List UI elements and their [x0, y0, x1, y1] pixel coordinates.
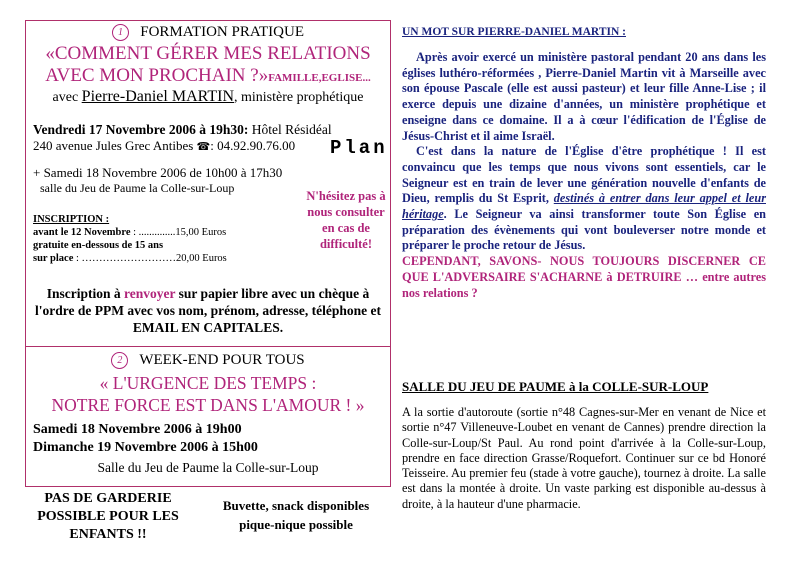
weekend-dates — [33, 421, 258, 457]
price-free: gratuite en-dessous de 15 ans — [33, 240, 164, 251]
salle-heading: SALLE DU JEU DE PAUME à la COLLE-SUR-LOUP — [402, 379, 709, 394]
mot-para2-b: . Le Seigneur va ainsi transformer toute Son Église en préparation des évènements qui vont bouleverser notre monde et préparer le proche retour de Jésus. — [402, 207, 766, 253]
garderie-note: PAS DE GARDERIE POSSIBLE POUR LES ENFANTS !! — [37, 491, 179, 542]
date1-line — [33, 122, 332, 138]
inscription-heading: INSCRIPTION : — [33, 214, 110, 225]
speaker-prefix: avec — [52, 90, 79, 105]
speaker-line — [26, 88, 390, 106]
weekend-place: Salle du Jeu de Paume la Colle-sur-Loup — [97, 460, 319, 475]
mot-para2-a: C'est dans la nature de l'Église d'être prophétique ! Il est convaincu que les temps que nous vivons sont essentiels, car le Seigneur est en train de lever une génération nouvelle d'enfants de Dieu, remplis du St Esprit, — [402, 144, 766, 206]
address-text: 240 avenue Jules Grec Antibes — [33, 138, 194, 153]
price1-label: avant le 12 Novembre — [33, 227, 131, 238]
weekend-title-row — [26, 352, 390, 369]
price2-label: sur place — [33, 253, 74, 264]
weekend-date2: Dimanche 19 Novembre 2006 à 15h00 — [33, 440, 258, 455]
send-pre: Inscription à — [46, 286, 125, 301]
phone-number: : 04.92.90.76.00 — [210, 138, 296, 153]
mot-para2-link: destinés à entrer dans leur appel et leur héritage — [402, 191, 766, 222]
date1-place: Hôtel Résidéal — [248, 122, 332, 137]
date2-place: salle du Jeu de Paume la Colle-sur-Loup — [40, 181, 235, 195]
buvette-line1: Buvette, snack disponibles — [222, 498, 370, 513]
weekend-headline — [26, 372, 390, 416]
formation-headline-line2: AVEC MON PROCHAIN ?» — [45, 65, 269, 86]
help-note: N'hésitez pas à nous consulter en cas de difficulté! — [306, 189, 386, 251]
speaker-suffix: , ministère prophétique — [234, 90, 364, 105]
weekend-headline-line2: NOTRE FORCE EST DANS L'AMOUR ! » — [51, 395, 365, 415]
formation-title: FORMATION PRATIQUE — [140, 24, 304, 40]
telephone-icon: ☎ — [196, 140, 211, 153]
circled-two-icon: 2 — [111, 352, 128, 369]
address-line — [33, 138, 295, 154]
mot-para3: CEPENDANT, SAVONS- NOUS TOUJOURS DISCERNER CE QUE L'ADVERSAIRE S'ACHARNE à DETRUIRE … entre autres nos relations ? — [402, 254, 766, 300]
inscription-block — [33, 213, 227, 265]
price2-value: : ………………………20,00 Euros — [73, 253, 227, 264]
formation-headline-line1: «COMMENT GÉRER MES RELATIONS — [45, 43, 371, 64]
mot-para1: Après avoir exercé un ministère pastoral pendant 20 ans dans les églises luthéro-réformées , Pierre-Daniel Martin vit à Marseille avec son épouse Pascale (elle est aussi pasteur) et leur fille Anne-Lise ; il exerce depuis une dizaine d'années, un ministère prophétique et enseigne dans ce domaine. Il a à cœur l'édification de l'Église de Jésus-Christ et il aime Israël. — [402, 50, 766, 143]
date2-line: + Samedi 18 Novembre 2006 de 10h00 à 17h30 — [33, 165, 283, 180]
date1-bold: Vendredi 17 Novembre 2006 à 19h30: — [33, 122, 249, 137]
send-post: sur papier libre avec un chèque à l'ordre de PPM avec vos nom, prénom, adresse, téléphone et EMAIL EN CAPITALES. — [35, 286, 381, 335]
speaker-name: Pierre-Daniel MARTIN — [81, 88, 234, 105]
mot-body — [402, 50, 766, 301]
formation-title-row — [26, 24, 390, 41]
salle-directions: A la sortie d'autoroute (sortie n°48 Cagnes-sur-Mer en venant de Nice et sortie n°47 Villeneuve-Loubet en venant de Cannes) prendre direction la Colle-sur-Loup/St Paul. Au rond point d'arrivée à la Colle-sur-Loup, prendre en face direction Grasse/Roquefort. Continuer sur ce bd Honoré Teisseire. Au premier feu (stade à votre gauche), tournez à droite. La salle est dans la montée à droite. Un vaste parking est disponible au-dessus à droite, à la hauteur d'une pharmacie. — [402, 405, 766, 511]
buvette-line2: pique-nique possible — [239, 517, 353, 532]
formation-headline — [26, 43, 390, 89]
formation-headline-tag: FAMILLE,EGLISE... — [268, 72, 371, 84]
mot-para2 — [402, 144, 766, 254]
buvette-note — [196, 496, 396, 534]
mot-heading: UN MOT SUR PIERRE-DANIEL MARTIN : — [402, 26, 626, 38]
weekend-headline-line1: « L'URGENCE DES TEMPS : — [99, 373, 317, 393]
send-instructions — [35, 285, 381, 336]
send-word: renvoyer — [124, 286, 176, 301]
circled-one-icon: 1 — [112, 24, 129, 41]
plan-link[interactable]: Plan — [330, 137, 388, 159]
price1-value: : ..............15,00 Euros — [130, 227, 227, 238]
weekend-title: WEEK-END POUR TOUS — [139, 352, 305, 368]
weekend-date1: Samedi 18 Novembre 2006 à 19h00 — [33, 422, 242, 437]
